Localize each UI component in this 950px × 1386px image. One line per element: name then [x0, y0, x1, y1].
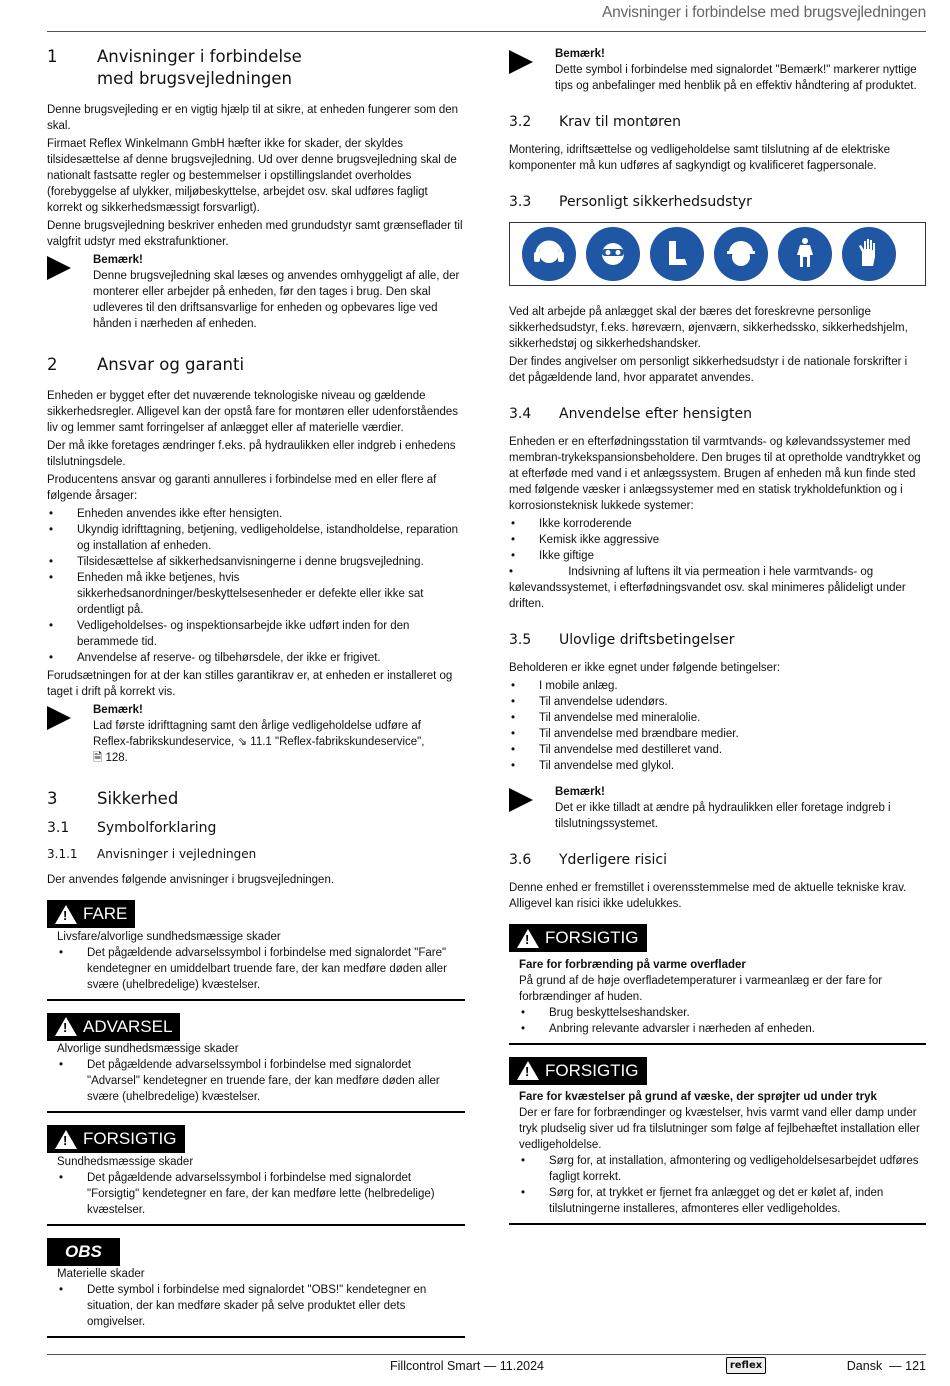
section-3-1-heading: 3.1 Symbolforklaring — [47, 820, 217, 836]
bullet-list — [509, 678, 926, 774]
footer-page-number: Dansk — 121 — [846, 1359, 926, 1373]
warning-triangle-icon — [55, 905, 77, 924]
list-item: • Til anvendelse med destilleret vand. — [509, 742, 926, 758]
section-3-heading: 3 Sikkerhed — [47, 789, 179, 808]
left-column — [47, 46, 465, 1350]
cross-reference-link[interactable]: Reflex-fabrikskundeservice, ⇘ 11.1 "Reflex-fabrikskundeservice", — [93, 736, 425, 748]
note-title: Bemærk! — [555, 786, 605, 798]
list-item: • Dette symbol i forbindelse med signalordet "OBS!" kendetegner en situation, der kan medføre skader på selve produktet eller dets omgivelser. — [57, 1282, 465, 1330]
paragraph: Denne brugsvejleding er en vigtig hjælp til at sikre, at enheden fungerer som den skal. — [47, 104, 459, 132]
list-item: • Ikke giftige — [509, 548, 926, 564]
note-box — [47, 252, 465, 332]
warning-triangle-icon — [55, 1017, 77, 1036]
paragraph: Forudsætningen for at der kan stilles garantikrav er, at enheden er installeret og taget i drift på korrekt vis. — [47, 670, 453, 698]
note-text: Denne brugsvejledning skal læses og anvendes omhyggeligt af alle, der monterer eller arbejder på enheden, før den tages i brug. Den skal udleveres til den driftsansvarlige for enheden og opbevares lige ved hånden i nærheden af enheden. — [93, 270, 460, 330]
paragraph: Beholderen er ikke egnet under følgende betingelser: — [509, 662, 781, 674]
list-item: • Til anvendelse udendørs. — [509, 694, 926, 710]
list-item: • I mobile anlæg. — [509, 678, 926, 694]
list-item: • Det pågældende advarselssymbol i forbindelse med signalordet "Forsigtig" kendetegner en fare, der kan medføre lette (helbredelige) kvæstelser. — [57, 1170, 465, 1218]
note-arrow-icon — [509, 784, 555, 832]
reflex-logo: reflex — [726, 1357, 766, 1374]
note-title: Bemærk! — [555, 48, 605, 60]
warning-triangle-icon — [517, 1061, 539, 1080]
note-arrow-icon — [47, 702, 93, 766]
paragraph: • Indsivning af luftens ilt via permeation i hele varmtvands- og kølevandssystemet, i efterfødningsvandet osv. skal minimeres pålideligt under driften. — [509, 566, 906, 610]
note-arrow-icon — [509, 46, 555, 94]
hazard-text: På grund af de høje overfladetemperaturer i varmeanlæg er der fare for forbrændinger af huden. — [519, 974, 883, 1003]
signal-obs: OBS — [47, 1238, 120, 1266]
list-item: • Til anvendelse med brændbare medier. — [509, 726, 926, 742]
signal-fare: ! FARE — [47, 900, 135, 928]
note-title: Bemærk! — [93, 704, 143, 716]
paragraph: Enheden er bygget efter det nuværende teknologiske niveau og gældende sikkerhedsregler. Alligevel kan der opstå fare for montøren eller udenforståendes liv og lemmer samt forringelser af anlægget eller af materielle værdier. — [47, 390, 459, 434]
list-item: • Tilsidesættelse af sikkerhedsanvisningerne i denne brugsvejledning. — [47, 554, 465, 570]
paragraph: Der må ikke foretages ændringer f.eks. på hydraulikken eller indgreb i enhedens tilslutningsdele. — [47, 440, 456, 468]
paragraph: Denne enhed er fremstillet i overensstemmelse med de aktuelle tekniske krav. Alligevel kan risici ikke udelukkes. — [509, 882, 907, 910]
list-item: • Vedligeholdelses- og inspektionsarbejde ikke udført inden for den berammede tid. — [47, 618, 465, 650]
hazard-box-forsigtig — [47, 1125, 465, 1226]
safety-helmet-icon — [714, 227, 768, 281]
note-title: Bemærk! — [93, 254, 143, 266]
note-text: Dette symbol i forbindelse med signalordet "Bemærk!" markerer nyttige tips og anbefalinger med henblik på en effektiv håndtering af produktet. — [555, 64, 917, 92]
running-header: Anvisninger i forbindelse med brugsvejledningen — [601, 4, 926, 21]
section-1-heading: 1 Anvisninger i forbindelse med brugsvejledningen — [47, 47, 302, 88]
hazard-subtitle: Livsfare/alvorlige sundhedsmæssige skader — [57, 930, 281, 943]
bullet-list — [47, 506, 465, 666]
hazard-box-advarsel — [47, 1013, 465, 1114]
paragraph: Firmaet Reflex Winkelmann GmbH hæfter ikke for skader, der skyldes tilsidesættelse af denne brugsvejledning. Ud over denne brugsvejledning skal de nationalt fastsatte regler og bestemmelser i opstillingslandet overholdes (forebyggelse af ulykker, miljøbeskyttelse, arbejdet osv. skal udføres fagligt korrekt og sikkerhedsmæssigt forsvarligt). — [47, 138, 457, 214]
section-2-heading: 2 Ansvar og garanti — [47, 355, 245, 374]
note-arrow-icon — [47, 252, 93, 332]
signal-forsigtig: ! FORSIGTIG — [47, 1125, 185, 1153]
ppe-icon-strip — [509, 222, 926, 286]
footer-rule — [47, 1354, 926, 1355]
signal-forsigtig: ! FORSIGTIG — [509, 1057, 647, 1085]
section-3-6-heading: 3.6 Yderligere risici — [509, 852, 668, 868]
section-3-1-1-heading: 3.1.1 Anvisninger i vejledningen — [47, 847, 257, 861]
list-item: • Enheden må ikke betjenes, hvis sikkerhedsanordninger/beskyttelsesenheder er defekte eller ikke sat ordentligt på. — [47, 570, 465, 618]
section-3-4-heading: 3.4 Anvendelse efter hensigten — [509, 406, 752, 422]
list-item: • Det pågældende advarselssymbol i forbindelse med signalordet "Fare" kendetegner en umiddelbart truende fare, der kan medføre døden aller svære (uhelbredelige) kvæstelser. — [57, 945, 465, 993]
hazard-subtitle: Materielle skader — [57, 1267, 145, 1280]
paragraph: Denne brugsvejledning beskriver enheden med grundudstyr samt grænseflader til valgfrit udstyr med ekstrafunktioner. — [47, 220, 463, 248]
signal-advarsel: ! ADVARSEL — [47, 1013, 180, 1041]
list-item: • Til anvendelse med glykol. — [509, 758, 926, 774]
hazard-subtitle: Alvorlige sundhedsmæssige skader — [57, 1043, 239, 1055]
signal-forsigtig: ! FORSIGTIG — [509, 924, 647, 952]
paragraph: Der findes angivelser om personligt sikkerhedsudstyr i de nationale forskrifter i det pågældende land, hvor apparatet anvendes. — [509, 356, 908, 384]
list-item: • Anbring relevante advarsler i nærheden af enheden. — [519, 1021, 926, 1037]
page-reference[interactable]: 🗎 128. — [93, 752, 128, 764]
hazard-text: Der er fare for forbrændinger og kvæstelser, hvis varmt vand eller damp under tryk pludselig siver ud fra tilslutninger som følge af fejlbehæftet installation eller vedligeholdelse. — [519, 1107, 920, 1151]
ear-protection-icon — [522, 227, 576, 281]
eye-protection-icon — [586, 227, 640, 281]
safety-gloves-icon — [842, 227, 896, 281]
hazard-box-obs — [47, 1238, 465, 1338]
warning-triangle-icon — [517, 929, 539, 948]
hazard-box-burn — [509, 924, 926, 1045]
hazard-box-pressure — [509, 1057, 926, 1226]
section-3-5-heading: 3.5 Ulovlige driftsbetingelser — [509, 632, 735, 648]
list-item: • Brug beskyttelseshandsker. — [519, 1005, 926, 1021]
list-item: • Ikke korroderende — [509, 516, 926, 532]
safety-boots-icon — [650, 227, 704, 281]
paragraph: Producentens ansvar og garanti annulleres i forbindelse med en eller flere af følgende årsager: — [47, 474, 437, 502]
paragraph: Ved alt arbejde på anlægget skal der bæres det foreskrevne personlige sikkerhedsudstyr, f.eks. høreværn, øjenværn, sikkerhedssko, sikkerhedshjelm, sikkerhedstøj og sikkerhedshandsker. — [509, 306, 908, 350]
list-item: • Til anvendelse med mineralolie. — [509, 710, 926, 726]
list-item: • Enheden anvendes ikke efter hensigten. — [47, 506, 465, 522]
list-item: • Ukyndig idrifttagning, betjening, vedligeholdelse, istandholdelse, reparation og installation af enheden. — [47, 522, 465, 554]
note-box — [509, 784, 926, 832]
section-3-3-heading: 3.3 Personligt sikkerhedsudstyr — [509, 194, 752, 210]
right-column — [509, 46, 926, 1237]
header-rule — [47, 31, 926, 32]
bullet-list — [509, 516, 926, 564]
list-item: • Det pågældende advarselssymbol i forbindelse med signalordet "Advarsel" kendetegner en truende fare, der kan medføre døden aller svære (uhelbredelige) kvæstelser. — [57, 1057, 465, 1105]
paragraph: Montering, idriftsættelse og vedligeholdelse samt tilslutning af de elektriske komponenter må kun udføres af sagkyndigt og kvalificeret fagpersonale. — [509, 144, 890, 172]
note-box — [47, 702, 465, 766]
hazard-box-fare — [47, 900, 465, 1001]
note-text: Det er ikke tilladt at ændre på hydraulikken eller foretage indgreb i tilslutningssystemet. — [555, 802, 891, 830]
note-text: Lad første idrifttagning samt den årlige vedligeholdelse udføre af — [93, 720, 421, 732]
section-3-2-heading: 3.2 Krav til montøren — [509, 114, 682, 130]
paragraph: Enheden er en efterfødningsstation til varmtvands- og kølevandssystemer med membran-trykekspansionsbeholdere. Den bruges til at opretholde vandtrykket og at efterføde med vand i et anlægssystem. Brugen af enheden må kun finde sted med følgende væsker i anlægssystemer med en statisk trykholdefunktion og i korrosionsteknisk lukkede systemer: — [509, 436, 921, 512]
footer-document: Fillcontrol Smart — 11.2024 — [390, 1359, 544, 1373]
list-item: • Sørg for, at trykket er fjernet fra anlægget og det er kølet af, inden tilslutningerne installeres, afmonteres eller vedligeholdes. — [519, 1185, 926, 1217]
protective-clothing-icon — [778, 227, 832, 281]
note-box — [509, 46, 926, 94]
hazard-heading: Fare for kvæstelser på grund af væske, der sprøjter ud under tryk — [519, 1091, 877, 1103]
list-item: • Kemisk ikke aggressive — [509, 532, 926, 548]
warning-triangle-icon — [55, 1130, 77, 1149]
list-item: • Sørg for, at installation, afmontering og vedligeholdelsesarbejdet udføres fagligt korrekt. — [519, 1153, 926, 1185]
hazard-subtitle: Sundhedsmæssige skader — [57, 1155, 194, 1168]
list-item: • Anvendelse af reserve- og tilbehørsdele, der ikke er frigivet. — [47, 650, 465, 666]
paragraph: Der anvendes følgende anvisninger i brugsvejledningen. — [47, 874, 335, 886]
hazard-heading: Fare for forbrænding på varme overflader — [519, 958, 746, 971]
